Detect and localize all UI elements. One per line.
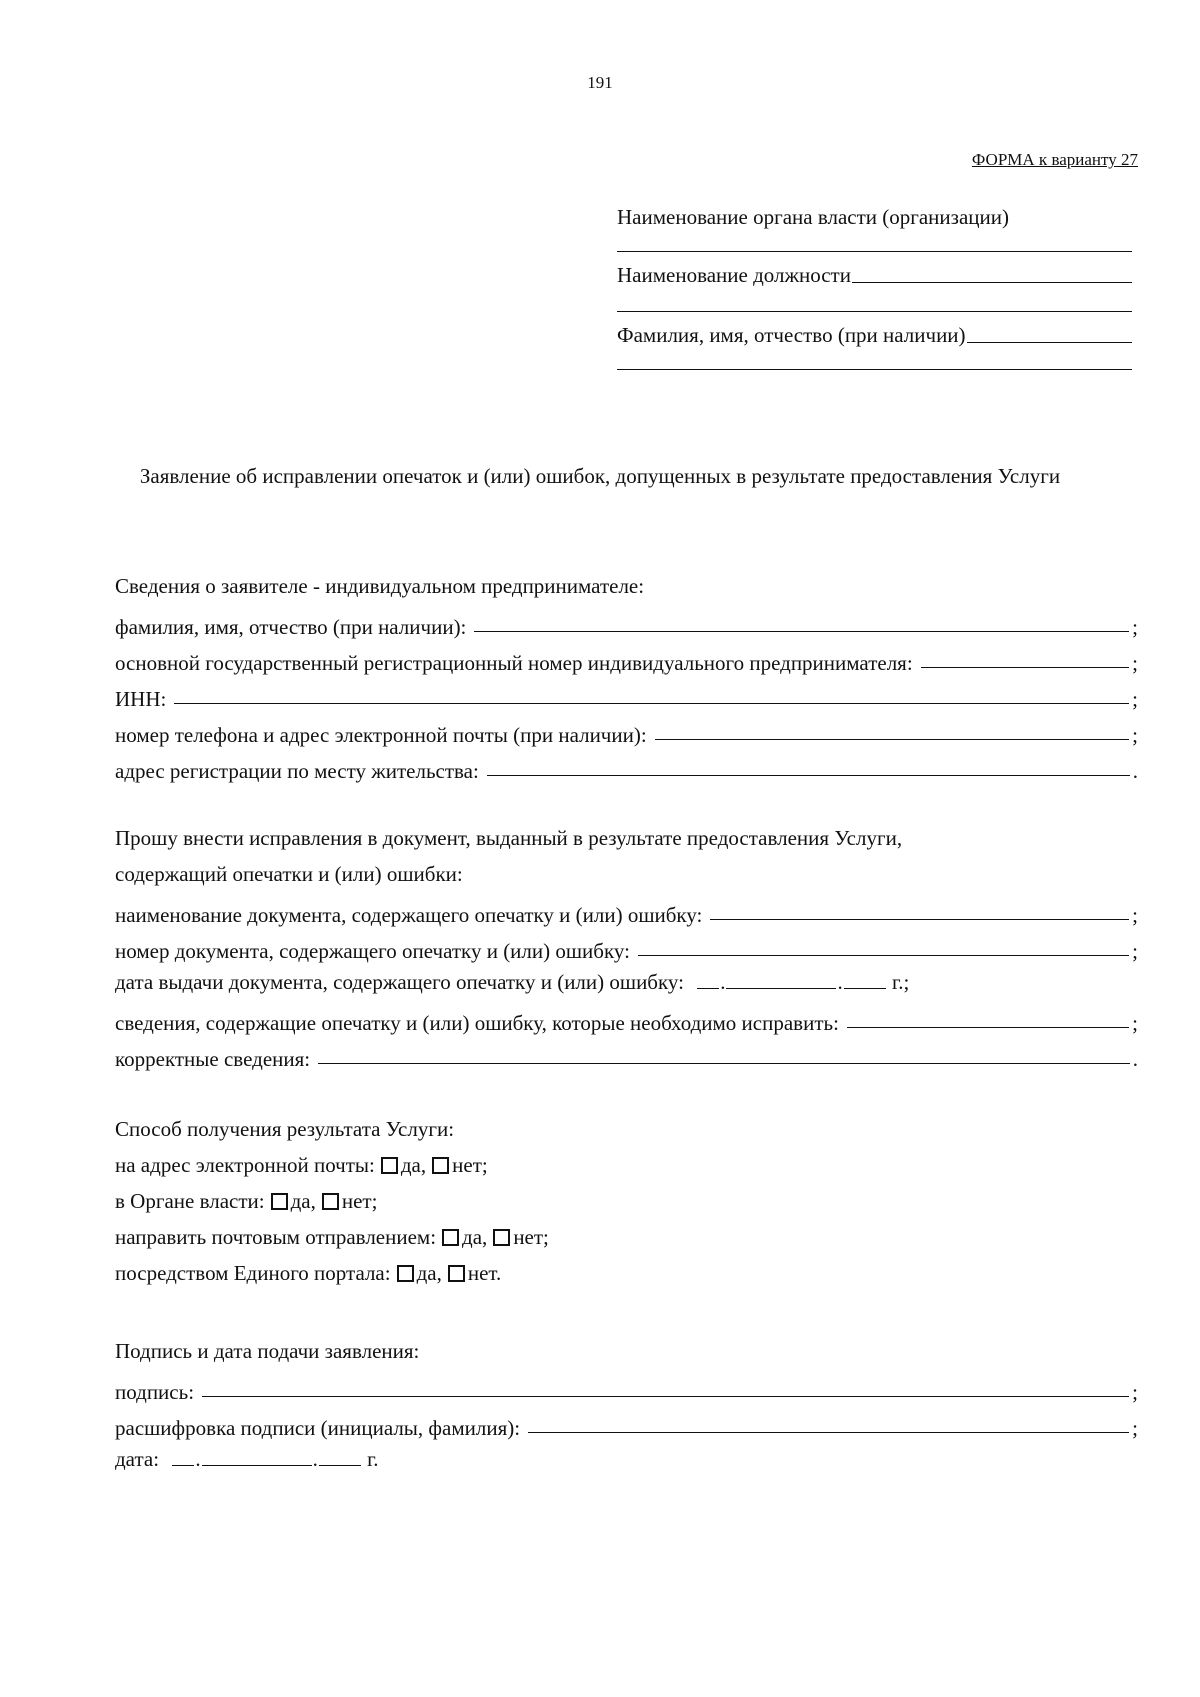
org-label: Наименование органа власти (организации)	[617, 205, 1009, 229]
signature-section	[115, 1333, 1138, 1477]
applicant-inn-row: ИНН: ;	[115, 687, 1138, 711]
doc-number-field[interactable]	[638, 955, 1129, 956]
sign-month-field[interactable]	[202, 1464, 312, 1466]
position-label: Наименование должности	[617, 263, 851, 287]
fio-block	[617, 318, 1132, 376]
delivery-option-mail: направить почтовым отправлением: да, нет;	[115, 1225, 549, 1249]
doc-name-row: наименование документа, содержащего опечатку и (или) ошибку: ;	[115, 903, 1138, 927]
request-heading-2: содержащий опечатки и (или) ошибки:	[115, 862, 463, 886]
applicant-address-row: адрес регистрации по месту жительства: .	[115, 759, 1138, 783]
applicant-ogrnip-row: основной государственный регистрационный номер индивидуального предпринимателя: ;	[115, 651, 1138, 675]
delivery-section	[115, 1111, 1138, 1291]
portal-no-checkbox[interactable]	[448, 1265, 465, 1282]
issue-date-row: дата выдачи документа, содержащего опечатку и (или) ошибку: . . г.;	[115, 970, 910, 994]
page-number: 191	[587, 73, 613, 92]
wrong-info-row: сведения, содержащие опечатку и (или) ошибку, которые необходимо исправить: ;	[115, 1011, 1138, 1035]
delivery-option-authority: в Органе власти: да, нет;	[115, 1189, 378, 1213]
authority-yes-checkbox[interactable]	[271, 1193, 288, 1210]
applicant-address-field[interactable]	[487, 775, 1130, 776]
form-reference: ФОРМА к варианту 27	[971, 150, 1138, 169]
portal-yes-checkbox[interactable]	[397, 1265, 414, 1282]
signature-field[interactable]	[202, 1396, 1129, 1397]
request-heading-1: Прошу внести исправления в документ, выданный в результате предоставления Услуги,	[115, 826, 903, 850]
mail-yes-checkbox[interactable]	[442, 1229, 459, 1246]
issue-month-field[interactable]	[726, 987, 836, 989]
applicant-fio-field[interactable]	[474, 631, 1129, 632]
correct-info-row: корректные сведения: .	[115, 1047, 1138, 1071]
delivery-option-email: на адрес электронной почты: да, нет;	[115, 1153, 488, 1177]
applicant-heading: Сведения о заявителе - индивидуальном предпринимателе:	[115, 574, 645, 598]
correct-info-field[interactable]	[318, 1063, 1130, 1064]
signature-decode-row: расшифровка подписи (инициалы, фамилия): ;	[115, 1416, 1138, 1440]
doc-name-field[interactable]	[710, 919, 1129, 920]
authority-no-checkbox[interactable]	[322, 1193, 339, 1210]
signature-row: подпись: ;	[115, 1380, 1138, 1404]
position-block	[617, 258, 1132, 316]
email-yes-checkbox[interactable]	[381, 1157, 398, 1174]
signature-heading: Подпись и дата подачи заявления:	[115, 1339, 420, 1363]
applicant-fio-row: фамилия, имя, отчество (при наличии): ;	[115, 615, 1138, 639]
applicant-contacts-row: номер телефона и адрес электронной почты (при наличии): ;	[115, 723, 1138, 747]
addressee-block	[617, 200, 1132, 258]
position-field-2[interactable]	[617, 311, 1132, 312]
doc-number-row: номер документа, содержащего опечатку и (или) ошибку: ;	[115, 939, 1138, 963]
applicant-contacts-field[interactable]	[655, 739, 1129, 740]
delivery-option-portal: посредством Единого портала: да, нет.	[115, 1261, 502, 1285]
wrong-info-field[interactable]	[847, 1027, 1129, 1028]
document-title: Заявление об исправлении опечаток и (или) ошибок, допущенных в результате предоставления Услуги	[139, 464, 1061, 488]
issue-year-field[interactable]	[844, 987, 886, 989]
position-field[interactable]	[852, 282, 1132, 283]
fio-field-2[interactable]	[617, 369, 1132, 370]
org-line	[617, 200, 1132, 230]
signature-date-row: дата: . . г.	[115, 1447, 379, 1471]
signature-decode-field[interactable]	[528, 1432, 1129, 1433]
applicant-section	[115, 568, 1138, 784]
sign-year-field[interactable]	[319, 1464, 361, 1466]
fio-field[interactable]	[967, 342, 1132, 343]
fio-label: Фамилия, имя, отчество (при наличии)	[617, 323, 966, 347]
applicant-ogrnip-field[interactable]	[921, 667, 1129, 668]
request-section	[115, 820, 1138, 1072]
org-field[interactable]	[617, 251, 1132, 252]
applicant-inn-field[interactable]	[174, 703, 1129, 704]
delivery-heading: Способ получения результата Услуги:	[115, 1117, 455, 1141]
sign-day-field[interactable]	[172, 1464, 194, 1466]
email-no-checkbox[interactable]	[432, 1157, 449, 1174]
issue-day-field[interactable]	[697, 987, 719, 989]
mail-no-checkbox[interactable]	[493, 1229, 510, 1246]
